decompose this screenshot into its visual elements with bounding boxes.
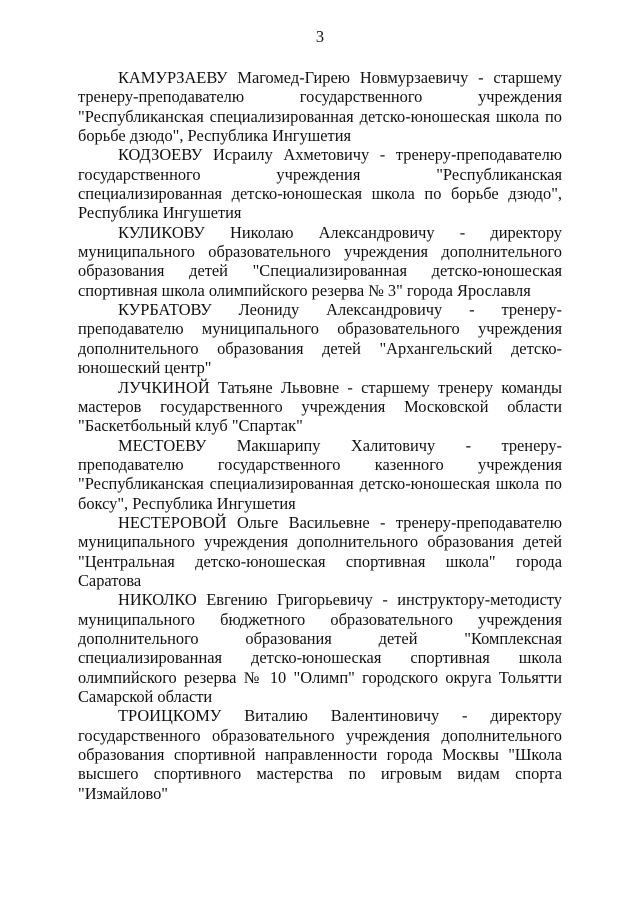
- award-list: [78, 68, 562, 803]
- award-entry-kodzoev: КОДЗОЕВУ Исраилу Ахметовичу - тренеру-преподавателю государственного учреждения "Республиканская специализированная детско-юношеская школа по борьбе дзюдо", Республика Ингушетия: [78, 145, 562, 223]
- award-entry-nikolko: НИКОЛКО Евгению Григорьевичу - инструктору-методисту муниципального бюджетного образовательного учреждения дополнительного образования детей "Комплексная специализированная детско-юношеская спортивная школа олимпийского резерва № 10 "Олимп" городского округа Тольятти Самарской области: [78, 590, 562, 706]
- award-entry-kamurzaev: КАМУРЗАЕВУ Магомед-Гирею Новмурзаевичу - старшему тренеру-преподавателю государственного учреждения "Республиканская специализированная детско-юношеская школа по борьбе дзюдо", Республика Ингушетия: [78, 68, 562, 146]
- award-entry-nesterova: НЕСТЕРОВОЙ Ольге Васильевне - тренеру-преподавателю муниципального учреждения дополнительного образования детей "Центральная детско-юношеская спортивная школа" города Саратова: [78, 512, 562, 590]
- award-entry-luchkina: ЛУЧКИНОЙ Татьяне Львовне - старшему тренеру команды мастеров государственного учреждения Московской области "Баскетбольный клуб "Спартак": [78, 377, 562, 436]
- award-entry-kulikov: КУЛИКОВУ Николаю Александровичу - директору муниципального образовательного учреждения дополнительного образования детей "Специализированная детско-юношеская спортивная школа олимпийского резерва № 3" города Ярославля: [78, 222, 562, 300]
- page-number: 3: [315, 27, 325, 46]
- award-entry-troitsky: ТРОИЦКОМУ Виталию Валентиновичу - директору государственного образовательного учреждения дополнительного образования спортивной направленности города Москвы "Школа высшего спортивного мастерства по игровым видам спорта "Измайлово": [78, 706, 562, 803]
- award-entry-kurbatov: КУРБАТОВУ Леониду Александровичу - тренеру-преподавателю муниципального образовательного учреждения дополнительного образования детей "Архангельский детско-юношеский центр": [78, 300, 562, 378]
- award-entry-mestoev: МЕСТОЕВУ Макшарипу Халитовичу - тренеру-преподавателю государственного казенного учреждения "Республиканская специализированная детско-юношеская школа по боксу", Республика Ингушетия: [78, 435, 562, 513]
